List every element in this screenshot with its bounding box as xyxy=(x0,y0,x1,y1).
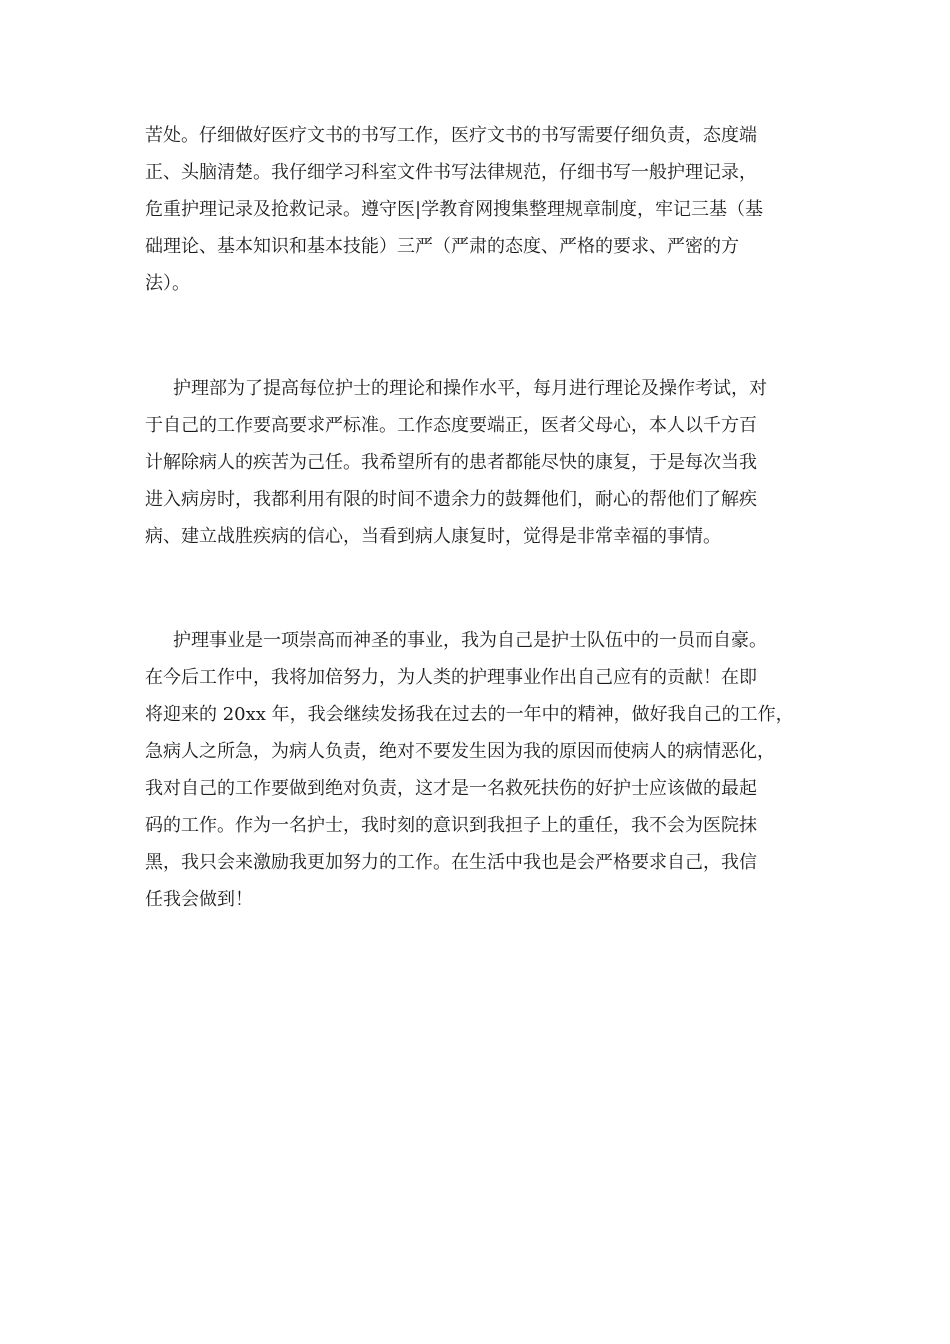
text-line: 进入病房时，我都利用有限的时间不遗余力的鼓舞他们，耐心的帮他们了解疾 xyxy=(145,489,757,510)
text-line: 苦处。仔细做好医疗文书的书写工作，医疗文书的书写需要仔细负责，态度端 xyxy=(145,125,757,146)
text-line: 将迎来的 20xx 年，我会继续发扬我在过去的一年中的精神，做好我自己的工作， xyxy=(145,704,794,725)
text-line: 计解除病人的疾苦为己任。我希望所有的患者都能尽快的康复，于是每次当我 xyxy=(145,452,757,473)
text-line: 急病人之所急，为病人负责，绝对不要发生因为我的原因而使病人的病情恶化， xyxy=(145,741,775,762)
paragraph-3 xyxy=(145,622,794,918)
text-line: 码的工作。作为一名护士，我时刻的意识到我担子上的重任，我不会为医院抹 xyxy=(145,815,757,836)
text-line: 危重护理记录及抢救记录。遵守医|学教育网搜集整理规章制度，牢记三基（基 xyxy=(145,199,764,220)
text-line: 于自己的工作要高要求严标准。工作态度要端正，医者父母心，本人以千方百 xyxy=(145,415,757,436)
paragraph-1 xyxy=(145,117,763,302)
text-line: 病、建立战胜疾病的信心，当看到病人康复时，觉得是非常幸福的事情。 xyxy=(145,526,721,547)
text-line: 黑，我只会来激励我更加努力的工作。在生活中我也是会严格要求自己，我信 xyxy=(145,852,757,873)
text-line: 任我会做到！ xyxy=(145,889,253,910)
text-line: 础理论、基本知识和基本技能）三严（严肃的态度、严格的要求、严密的方 xyxy=(145,236,739,257)
paragraph-2 xyxy=(145,370,767,555)
text-line: 法）。 xyxy=(145,273,190,294)
text-line: 我对自己的工作要做到绝对负责，这才是一名救死扶伤的好护士应该做的最起 xyxy=(145,778,757,799)
text-line: 正、头脑清楚。我仔细学习科室文件书写法律规范，仔细书写一般护理记录， xyxy=(145,162,757,183)
text-line: 护理部为了提高每位护士的理论和操作水平，每月进行理论及操作考试，对 xyxy=(173,378,767,399)
text-line: 在今后工作中，我将加倍努力，为人类的护理事业作出自己应有的贡献！在即 xyxy=(145,667,757,688)
text-line: 护理事业是一项崇高而神圣的事业，我为自己是护士队伍中的一员而自豪。 xyxy=(173,630,767,651)
